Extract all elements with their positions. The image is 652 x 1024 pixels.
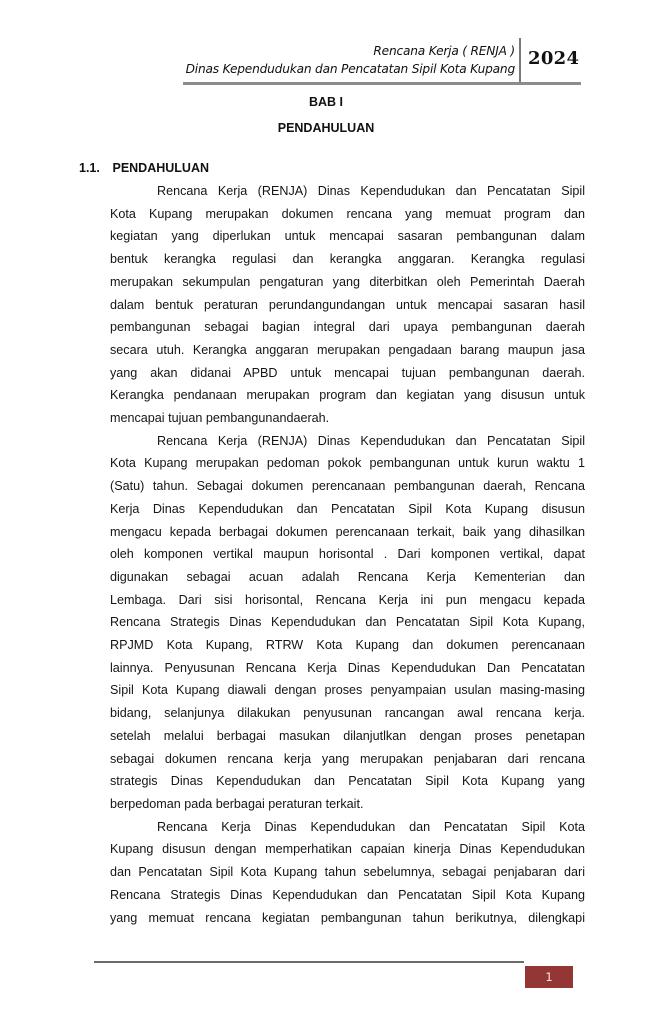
paragraph [110,180,585,430]
text-line: Kerangka pendanaan merupakan program dan kegiatan yang disusun untuk [110,388,585,403]
header-agency: Dinas Kependudukan dan Pencatatan Sipil Kota Kupang [185,62,515,76]
text-line: sebagai dokumen rencana kerja yang merupakan penjabaran dari rencana [110,751,585,766]
footer-rule [94,961,524,963]
text-line: Lembaga. Dari sisi horisontal, Rencana Kerja ini pun mengacu kepada [110,592,585,607]
text-line: dan Pencatatan Sipil Kota Kupang tahun sebelumnya, sebagai penjabaran dari [110,865,585,880]
chapter-title: PENDAHULUAN [277,121,375,135]
chapter-label: BAB I [308,95,344,109]
text-line: merupakan sekumpulan pengaturan yang diterbitkan oleh Pemerintah Daerah [110,274,585,289]
text-line: secara utuh. Kerangka anggaran merupakan pengadaan barang maupun jasa [110,342,585,357]
text-line: Rencana Kerja (RENJA) Dinas Kependudukan dan Pencatatan Sipil [157,184,585,198]
body-text [110,180,585,929]
text-line: Rencana Strategis Dinas Kependudukan dan Pencatatan Sipil Kota Kupang, [110,615,585,630]
text-line: bentuk kerangka regulasi dan kerangka anggaran. Kerangka regulasi [110,252,585,267]
text-line: Kota Kupang merupakan dokumen rencana yang memuat program dan [110,206,585,221]
text-line: mencapai tujuan pembangunandaerah. [110,411,330,426]
text-line: Kupang disusun dengan memperhatikan capaian kinerja Dinas Kependudukan [110,842,585,857]
text-line: Rencana Strategis Dinas Kependudukan dan Pencatatan Sipil Kota Kupang [110,887,585,902]
page-number-badge: 1 [525,966,573,988]
paragraph [110,430,585,816]
text-line: Kota Kupang merupakan pedoman pokok pembangunan untuk kurun waktu 1 [110,456,585,471]
section-heading [79,161,209,175]
text-line: RPJMD Kota Kupang, RTRW Kota Kupang dan dokumen perencanaan [110,638,585,653]
text-line: oleh komponen vertikal maupun horisontal . Dari komponen vertikal, dapat [110,547,585,562]
text-line: Sipil Kota Kupang diawali dengan proses penyampaian usulan masing-masing [110,683,585,698]
header-doc-title: Rencana Kerja ( RENJA ) [373,44,515,58]
text-line: pembangunan sebagai bagian integral dari upaya pembangunan daerah [110,320,585,335]
text-line: lainnya. Penyusunan Rencana Kerja Dinas Kependudukan Dan Pencatatan [110,660,585,675]
text-line: bidang, selanjunya dilakukan penyusunan rancangan awal rencana kerja. [110,706,585,721]
header-rule [183,82,581,85]
text-line: digunakan sebagai acuan adalah Rencana Kerja Kementerian dan [110,569,585,584]
text-line: strategis Dinas Kependudukan dan Pencatatan Sipil Kota Kupang yang [110,774,585,789]
text-line: yang akan didanai APBD untuk mencapai tujuan pembangunan daerah. [110,365,585,380]
text-line: setelah melalui berbagai masukan dilanjutlkan dengan proses penetapan [110,728,585,743]
text-line: mengacu kepada berbagai dokumen perencanaan terkait, baik yang dihasilkan [110,524,585,539]
paragraph [110,816,585,930]
text-line: dalam bentuk peraturan perundangundangan untuk mencapai sasaran hasil [110,297,585,312]
section-number: 1.1. [79,161,100,175]
text-line: Kerja Dinas Kependudukan dan Pencatatan Sipil Kota Kupang disusun [110,501,585,516]
header-year: 2024 [528,48,580,69]
section-title: PENDAHULUAN [112,161,210,175]
header-divider-vertical [519,38,521,84]
text-line: kegiatan yang diperlukan untuk mencapai sasaran pembangunan dalam [110,229,585,244]
text-line: yang memuat rencana kegiatan pembangunan tahun berikutnya, dilengkapi [110,910,585,925]
text-line: (Satu) tahun. Sebagai dokumen perencanaan pembangunan daerah, Rencana [110,479,585,494]
text-line: Rencana Kerja (RENJA) Dinas Kependudukan dan Pencatatan Sipil [157,433,585,448]
text-line: Rencana Kerja Dinas Kependudukan dan Pencatatan Sipil Kota [157,819,585,834]
text-line: berpedoman pada berbagai peraturan terkait. [110,796,364,811]
